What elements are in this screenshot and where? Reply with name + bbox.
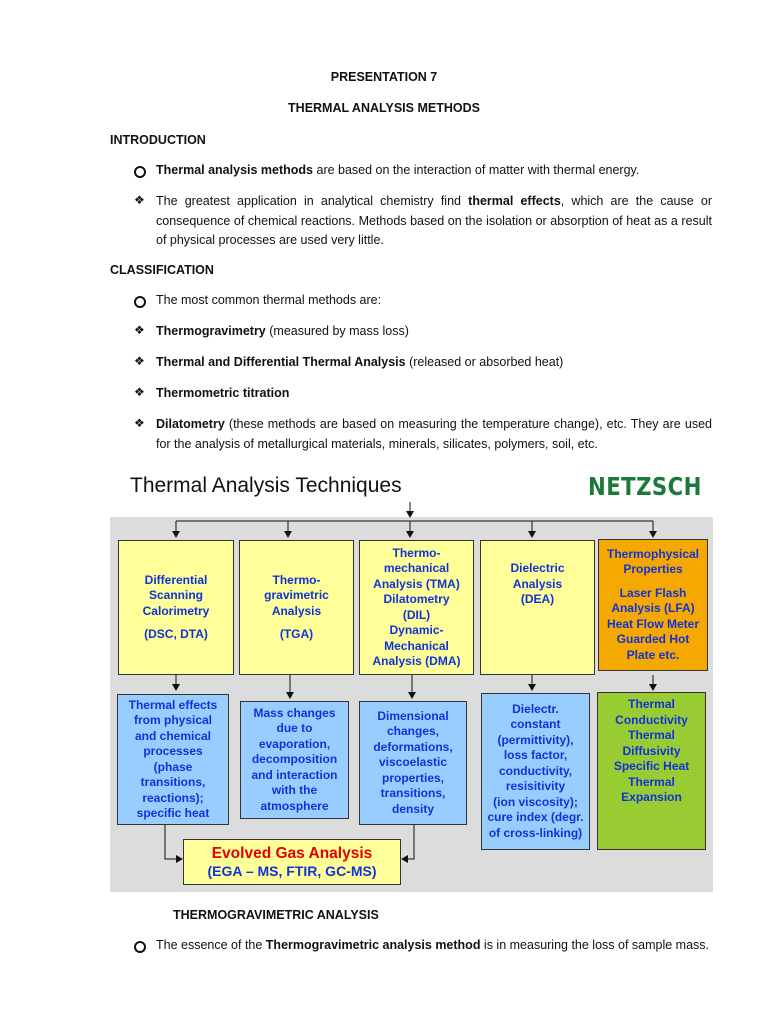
dea-box: Dielectric Analysis (DEA) — [480, 540, 595, 675]
classification-item: Thermometric titration — [156, 386, 290, 400]
tga-result-box: Mass changes due to evaporation, decomposition and interaction with the atmosphere — [240, 701, 349, 819]
diamond-bullet-icon: ❖ — [134, 385, 145, 399]
evolved-gas-analysis-box: Evolved Gas Analysis (EGA – MS, FTIR, GC-MS) — [183, 839, 401, 885]
classification-item: Thermogravimetry (measured by mass loss) — [156, 324, 409, 338]
dea-result-box: Dielectr. constant (permittivity), loss factor, conductivity, resisitivity (ion viscosity); cure index (degr. of cross-linking) — [481, 693, 590, 850]
classification-intro: The most common thermal methods are: — [156, 293, 382, 307]
tga-box: Thermo- gravimetric Analysis (TGA) — [239, 540, 354, 675]
intro-paragraph-1: Thermal analysis methods are based on the interaction of matter with thermal energy. — [156, 163, 640, 177]
presentation-number: PRESENTATION 7 — [330, 70, 438, 84]
classification-item: Thermal and Differential Thermal Analysis (released or absorbed heat) — [156, 355, 564, 369]
intro-paragraph-2: The greatest application in analytical chemistry find thermal effects, which are the cause or consequence of chemical reactions. Methods based on the isolation or absorption of heat as a result of physical processes are used very little. — [156, 194, 712, 247]
figure-title: Thermal Analysis Techniques — [130, 474, 402, 497]
document-title: THERMAL ANALYSIS METHODS — [288, 101, 480, 115]
classification-heading: CLASSIFICATION — [110, 263, 214, 277]
dsc-result-box: Thermal effects from physical and chemical processes (phase transitions, reactions); specific heat — [117, 694, 229, 825]
diamond-bullet-icon: ❖ — [134, 354, 145, 368]
thermophysical-box: Thermophysical Properties Laser Flash Analysis (LFA) Heat Flow Meter Guarded Hot Plate etc. — [598, 539, 708, 671]
introduction-heading: INTRODUCTION — [110, 133, 206, 147]
diamond-bullet-icon: ❖ — [134, 416, 145, 430]
tga-paragraph: The essence of the Thermogravimetric analysis method is in measuring the loss of sample mass. — [156, 938, 710, 952]
circle-bullet-icon — [134, 941, 146, 953]
thermophysical-result-box: Thermal Conductivity Thermal Diffusivity Specific Heat Thermal Expansion — [597, 692, 706, 850]
netzsch-logo: NETZSCH — [588, 472, 702, 501]
diamond-bullet-icon: ❖ — [134, 193, 145, 207]
tma-box: Thermo- mechanical Analysis (TMA) Dilatometry (DIL) Dynamic- Mechanical Analysis (DMA) — [359, 540, 474, 675]
tma-result-box: Dimensional changes, deformations, viscoelastic properties, transitions, density — [359, 701, 467, 825]
diamond-bullet-icon: ❖ — [134, 323, 145, 337]
tga-section-heading: THERMOGRAVIMETRIC ANALYSIS — [173, 908, 379, 922]
dsc-box: Differential Scanning Calorimetry (DSC, DTA) — [118, 540, 234, 675]
classification-item: Dilatometry (these methods are based on measuring the temperature change), etc. They are used for the analysis of metallurgical materials, minerals, silicates, polymers, soil, etc. — [156, 417, 712, 451]
